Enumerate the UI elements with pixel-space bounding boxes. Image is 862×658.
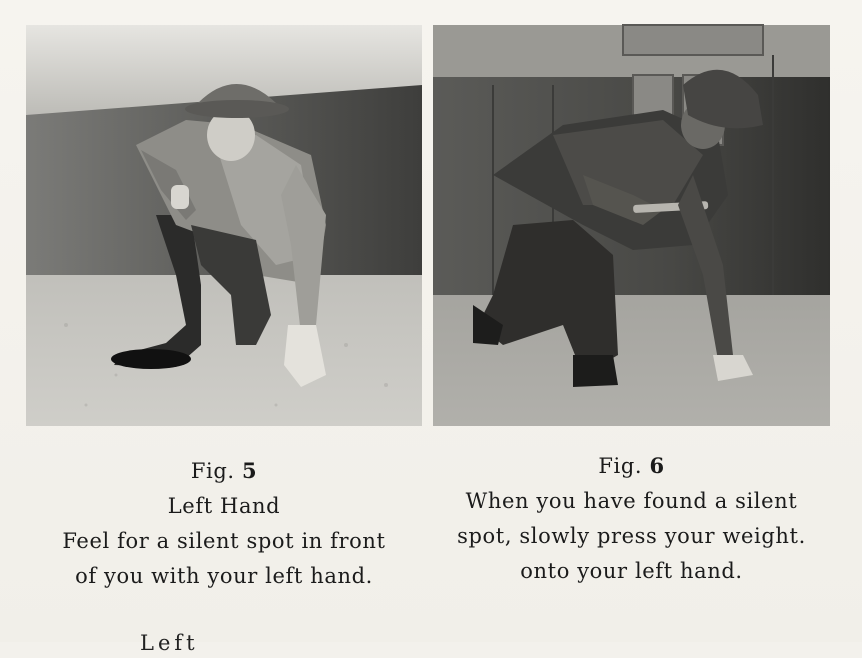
figure-6-number: 6: [649, 453, 665, 478]
figure-6-text-line-1: When you have found a silent: [465, 489, 798, 513]
figure-5-caption: [26, 453, 422, 594]
figure-5-title: Left Hand: [167, 494, 281, 518]
figure-5-text-line-2: of you with your left hand.: [75, 564, 373, 588]
figure-5-photo: [26, 25, 422, 426]
figure-6-text-line-2: spot, slowly press your weight.: [457, 524, 806, 548]
figure-6-text-line-3: onto your left hand.: [520, 559, 743, 583]
soldier-kneeling-image: [433, 25, 830, 426]
figure-5-label: [26, 453, 422, 489]
soldier-crouching-image: [26, 25, 422, 426]
cropped-page-text: Left: [140, 631, 199, 655]
figure-6-caption: [433, 448, 830, 589]
figure-6-photo: [433, 25, 830, 426]
figure-5-number: 5: [241, 458, 258, 483]
figure-5-text-line-1: Feel for a silent spot in front: [62, 529, 386, 553]
figure-6-label: [433, 448, 830, 484]
figure-6-prefix: Fig.: [598, 454, 643, 478]
figure-5-prefix: Fig.: [190, 459, 235, 483]
